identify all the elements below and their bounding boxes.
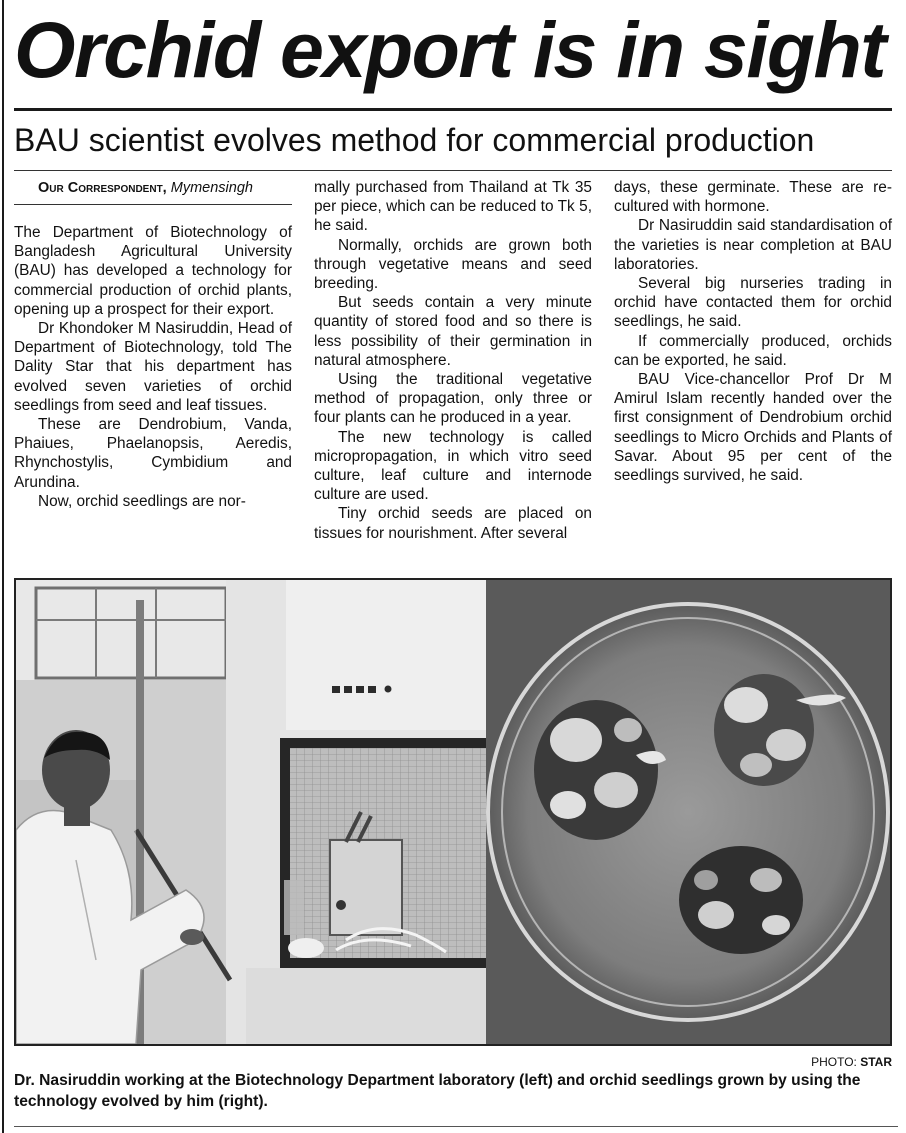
paragraph: Dr Khondoker M Nasiruddin, Head of Department of Biotechnology, told The Dality Star that his department has evolved seven varieties of orchid seedlings from seed and leaf tissues. bbox=[14, 320, 292, 414]
bottom-rule bbox=[14, 1126, 898, 1127]
paragraph: Normally, orchids are grown both through vegetative means and seed breeding. bbox=[314, 236, 592, 293]
photo-credit bbox=[811, 1055, 892, 1069]
headline-rule bbox=[14, 108, 892, 111]
paragraph: But seeds contain a very minute quantity of stored food and so there is less possibility of their germination in natural atmosphere. bbox=[314, 294, 592, 369]
paragraph: Several big nurseries trading in orchid have contacted them for orchid seedlings, he said. bbox=[614, 275, 892, 331]
news-photo bbox=[14, 578, 892, 1046]
paragraph: days, these germinate. These are re-cultured with hormone. bbox=[614, 179, 892, 216]
seedling-cluster bbox=[679, 846, 803, 954]
paragraph: The new technology is called micropropagation, in which vitro seed culture, leaf culture and internode culture are used. bbox=[314, 428, 592, 504]
paragraph: Now, orchid seedlings are nor- bbox=[38, 492, 246, 510]
subheadline: BAU scientist evolves method for commercial production bbox=[14, 122, 815, 158]
left-column-rule bbox=[2, 0, 4, 1133]
lab-scene bbox=[16, 580, 486, 1044]
article-column-2 bbox=[314, 178, 592, 543]
photo-credit-prefix: PHOTO: bbox=[811, 1055, 857, 1069]
photo-caption: Dr. Nasiruddin working at the Biotechnology Department laboratory (left) and orchid seedlings grown by using the technology evolved by him (right). bbox=[14, 1072, 861, 1110]
paragraph: Using the traditional vegetative method of propagation, only three or four plants can he produced in a year. bbox=[314, 371, 592, 427]
petri-dish-scene bbox=[486, 580, 890, 1044]
subheadline-rule bbox=[14, 170, 892, 171]
photo-credit-name: STAR bbox=[860, 1055, 892, 1069]
byline-rule bbox=[14, 204, 292, 205]
photo-illustration bbox=[16, 580, 890, 1044]
paragraph: Tiny orchid seeds are placed on tissues for nourishment. After several bbox=[314, 505, 592, 542]
paragraph: BAU Vice-chancellor Prof Dr M Amirul Islam recently handed over the first consignment of Dendrobium orchid seedlings to Micro Orchids and Plants of Savar. About 95 per cent of the seedlings survived, he said. bbox=[614, 371, 892, 485]
article-column-1 bbox=[14, 178, 292, 511]
byline-location: Mymensingh bbox=[170, 180, 253, 196]
paragraph: If commercially produced, orchids can be exported, he said. bbox=[614, 332, 892, 369]
paragraph: The Department of Biotechnology of Bangladesh Agricultural University (BAU) has developed a technology for commercial production of orchid plants, opening up a prospect for their export. bbox=[14, 224, 292, 318]
paragraph: Dr Nasiruddin said standardisation of the varieties is near completion at BAU laboratories. bbox=[614, 217, 892, 273]
article-column-3 bbox=[614, 178, 892, 485]
paragraph: mally purchased from Thailand at Tk 35 per piece, which can be reduced to Tk 5, he said. bbox=[314, 179, 592, 235]
headline: Orchid export is in sight bbox=[14, 5, 886, 94]
byline bbox=[14, 178, 292, 198]
paragraph: These are Dendrobium, Vanda, Phaiues, Phaelanopsis, Aeredis, Rhynchostylis, Cymbidium and Arundina. bbox=[14, 416, 292, 491]
byline-correspondent: Our Correspondent, bbox=[38, 180, 167, 196]
